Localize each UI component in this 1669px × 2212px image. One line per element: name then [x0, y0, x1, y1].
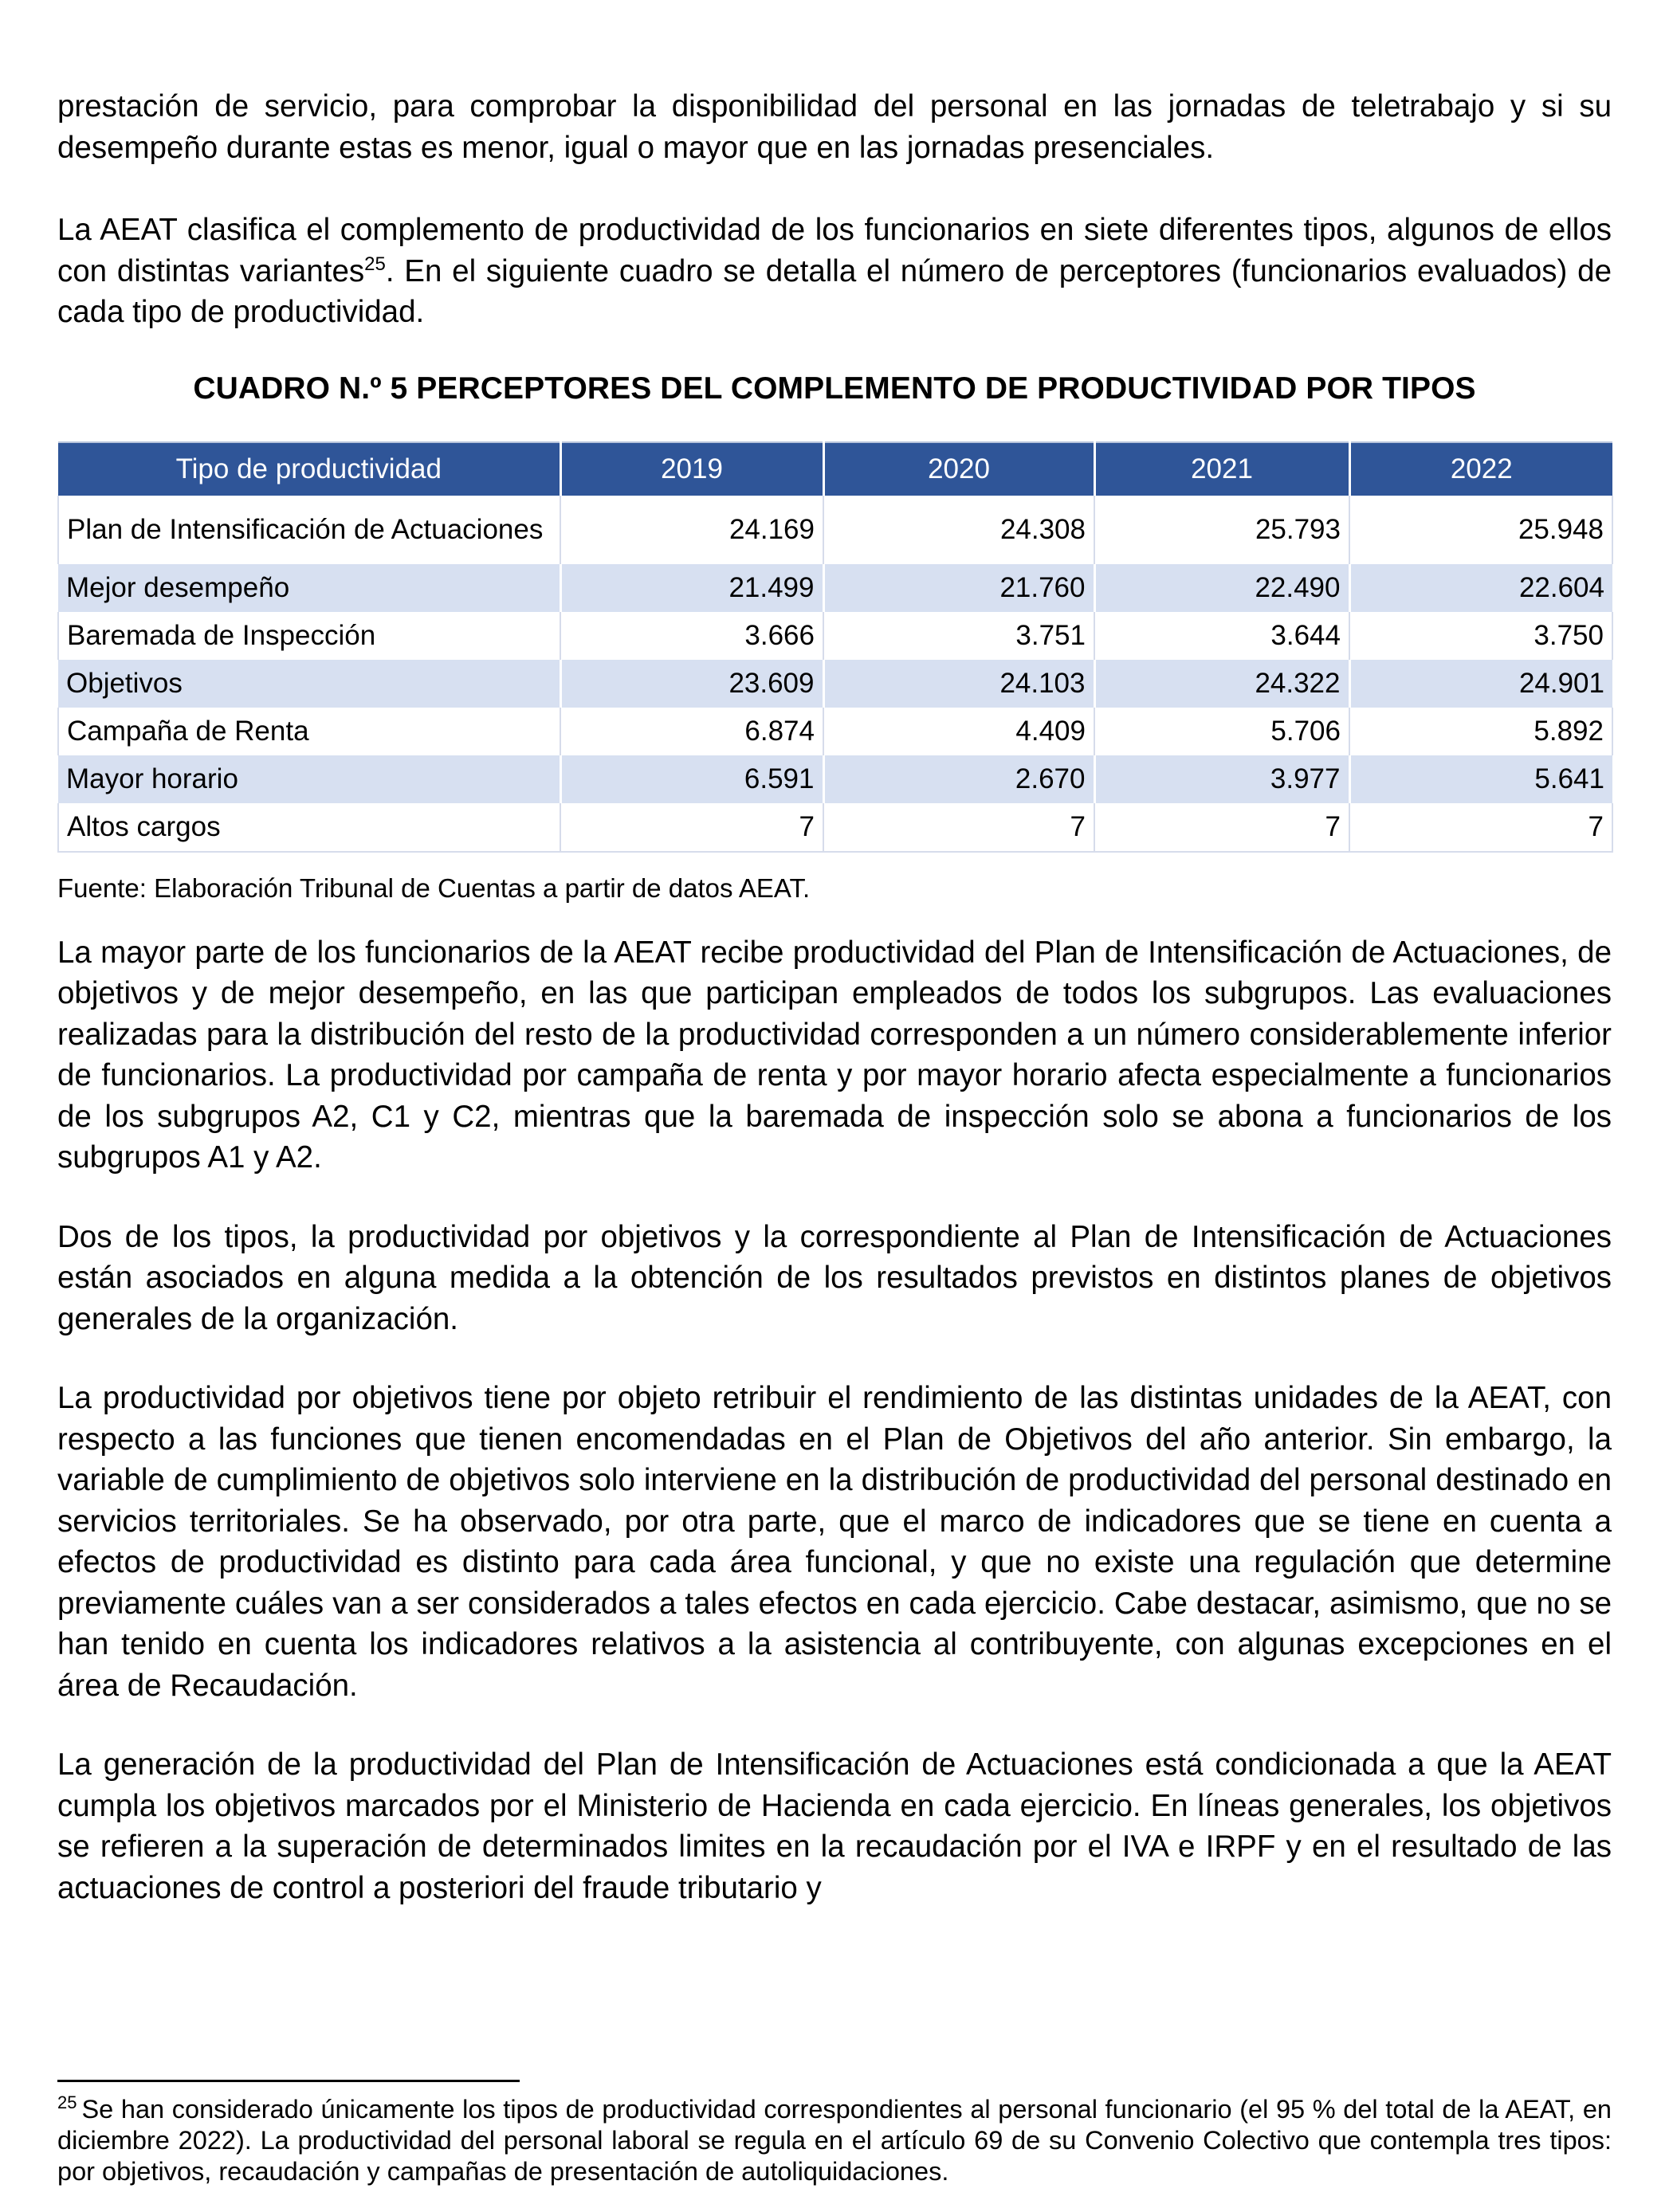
table-row	[58, 755, 1612, 803]
paragraph-2-text-a: La AEAT clasifica el complemento de productividad de los funcionarios en siete diferentes tipos, algunos de ellos con distintas variantes	[57, 213, 1612, 288]
header-2019: 2019	[560, 442, 823, 496]
cell-value: 25.948	[1349, 496, 1612, 564]
cell-value: 21.499	[560, 564, 823, 612]
row-label: Altos cargos	[58, 803, 560, 852]
cell-value: 24.308	[823, 496, 1094, 564]
paragraph-5: La productividad por objetivos tiene por objeto retribuir el rendimiento de las distintas unidades de la AEAT, con respecto a las funciones que tienen encomendadas en el Plan de Objetivos del año anterior. Sin embargo, la variable de cumplimiento de objetivos solo interviene en la distribución de productividad del personal destinado en servicios territoriales. Se ha observado, por otra parte, que el marco de indicadores que se tiene en cuenta a efectos de productividad es distinto para cada área funcional, y que no existe una regulación que determine previamente cuáles van a ser considerados a tales efectos en cada ejercicio. Cabe destacar, asimismo, que no se han tenido en cuenta los indicadores relativos a la asistencia al contribuyente, con algunas excepciones en el área de Recaudación.	[57, 1381, 1612, 1703]
cell-value: 21.760	[823, 564, 1094, 612]
paragraph-3: La mayor parte de los funcionarios de la AEAT recibe productividad del Plan de Intensificación de Actuaciones, de objetivos y de mejor desempeño, en las que participan empleados de todos los subgrupos. Las evaluaciones realizadas para la distribución del resto de la productividad corresponden a un número considerablemente inferior de funcionarios. La productividad por campaña de renta y por mayor horario afecta especialmente a funcionarios de los subgrupos A2, C1 y C2, mientras que la baremada de inspección solo se abona a funcionarios de los subgrupos A1 y A2.	[57, 935, 1612, 1175]
cell-value: 3.666	[560, 612, 823, 660]
table-row	[58, 612, 1612, 660]
cell-value: 25.793	[1094, 496, 1349, 564]
cell-value: 5.892	[1349, 708, 1612, 755]
footnote-divider	[57, 2080, 520, 2082]
productivity-table	[57, 441, 1613, 853]
paragraph-2-text-b: . En el siguiente cuadro se detalla el número de perceptores (funcionarios evaluados) de cada tipo de productividad.	[57, 253, 1612, 329]
row-label: Plan de Intensificación de Actuaciones	[58, 496, 560, 564]
row-label: Baremada de Inspección	[58, 612, 560, 660]
document-page	[57, 86, 1612, 1947]
cell-value: 7	[1094, 803, 1349, 852]
cell-value: 24.322	[1094, 660, 1349, 708]
cell-value: 7	[560, 803, 823, 852]
paragraph-4: Dos de los tipos, la productividad por objetivos y la correspondiente al Plan de Intensificación de Actuaciones están asociados en alguna medida a la obtención de los resultados previstos en distintos planes de objetivos generales de la organización.	[57, 1219, 1612, 1336]
cell-value: 5.641	[1349, 755, 1612, 803]
row-label: Mayor horario	[58, 755, 560, 803]
table-row	[58, 496, 1612, 564]
cell-value: 22.604	[1349, 564, 1612, 612]
header-2022: 2022	[1349, 442, 1612, 496]
footnote-25	[57, 2094, 1612, 2187]
header-2021: 2021	[1094, 442, 1349, 496]
cell-value: 5.706	[1094, 708, 1349, 755]
cell-value: 23.609	[560, 660, 823, 708]
paragraph-1: prestación de servicio, para comprobar la disponibilidad del personal en las jornadas de teletrabajo y si su desempeño durante estas es menor, igual o mayor que en las jornadas presenciales.	[57, 89, 1612, 165]
cell-value: 3.751	[823, 612, 1094, 660]
row-label: Mejor desempeño	[58, 564, 560, 612]
table-source: Fuente: Elaboración Tribunal de Cuentas a partir de datos AEAT.	[57, 873, 811, 903]
cell-value: 7	[823, 803, 1094, 852]
cell-value: 24.901	[1349, 660, 1612, 708]
table-header-row	[58, 442, 1612, 496]
cell-value: 3.750	[1349, 612, 1612, 660]
cell-value: 24.169	[560, 496, 823, 564]
table-row	[58, 803, 1612, 852]
footnote-number: 25	[57, 2092, 77, 2112]
cell-value: 24.103	[823, 660, 1094, 708]
table-row	[58, 708, 1612, 755]
table-title: CUADRO N.º 5 PERCEPTORES DEL COMPLEMENTO DE PRODUCTIVIDAD POR TIPOS	[193, 371, 1476, 406]
header-tipo: Tipo de productividad	[58, 442, 560, 496]
cell-value: 7	[1349, 803, 1612, 852]
footnote-ref-25[interactable]: 25	[364, 253, 386, 275]
row-label: Campaña de Renta	[58, 708, 560, 755]
cell-value: 3.644	[1094, 612, 1349, 660]
paragraph-2	[57, 210, 1612, 333]
cell-value: 6.591	[560, 755, 823, 803]
cell-value: 2.670	[823, 755, 1094, 803]
paragraph-6: La generación de la productividad del Plan de Intensificación de Actuaciones está condicionada a que la AEAT cumpla los objetivos marcados por el Ministerio de Hacienda en cada ejercicio. En líneas generales, los objetivos se refieren a la superación de determinados limites en la recaudación por el IVA e IRPF y en el resultado de las actuaciones de control a posteriori del fraude tributario y	[57, 1747, 1612, 1905]
cell-value: 22.490	[1094, 564, 1349, 612]
footnote-text: Se han considerado únicamente los tipos de productividad correspondientes al personal funcionario (el 95 % del total de la AEAT, en diciembre 2022). La productividad del personal laboral se regula en el artículo 69 de su Convenio Colectivo que contempla tres tipos: por objetivos, recaudación y campañas de presentación de autoliquidaciones.	[57, 2095, 1612, 2186]
cell-value: 6.874	[560, 708, 823, 755]
cell-value: 3.977	[1094, 755, 1349, 803]
cell-value: 4.409	[823, 708, 1094, 755]
row-label: Objetivos	[58, 660, 560, 708]
table-row	[58, 660, 1612, 708]
table-row	[58, 564, 1612, 612]
header-2020: 2020	[823, 442, 1094, 496]
